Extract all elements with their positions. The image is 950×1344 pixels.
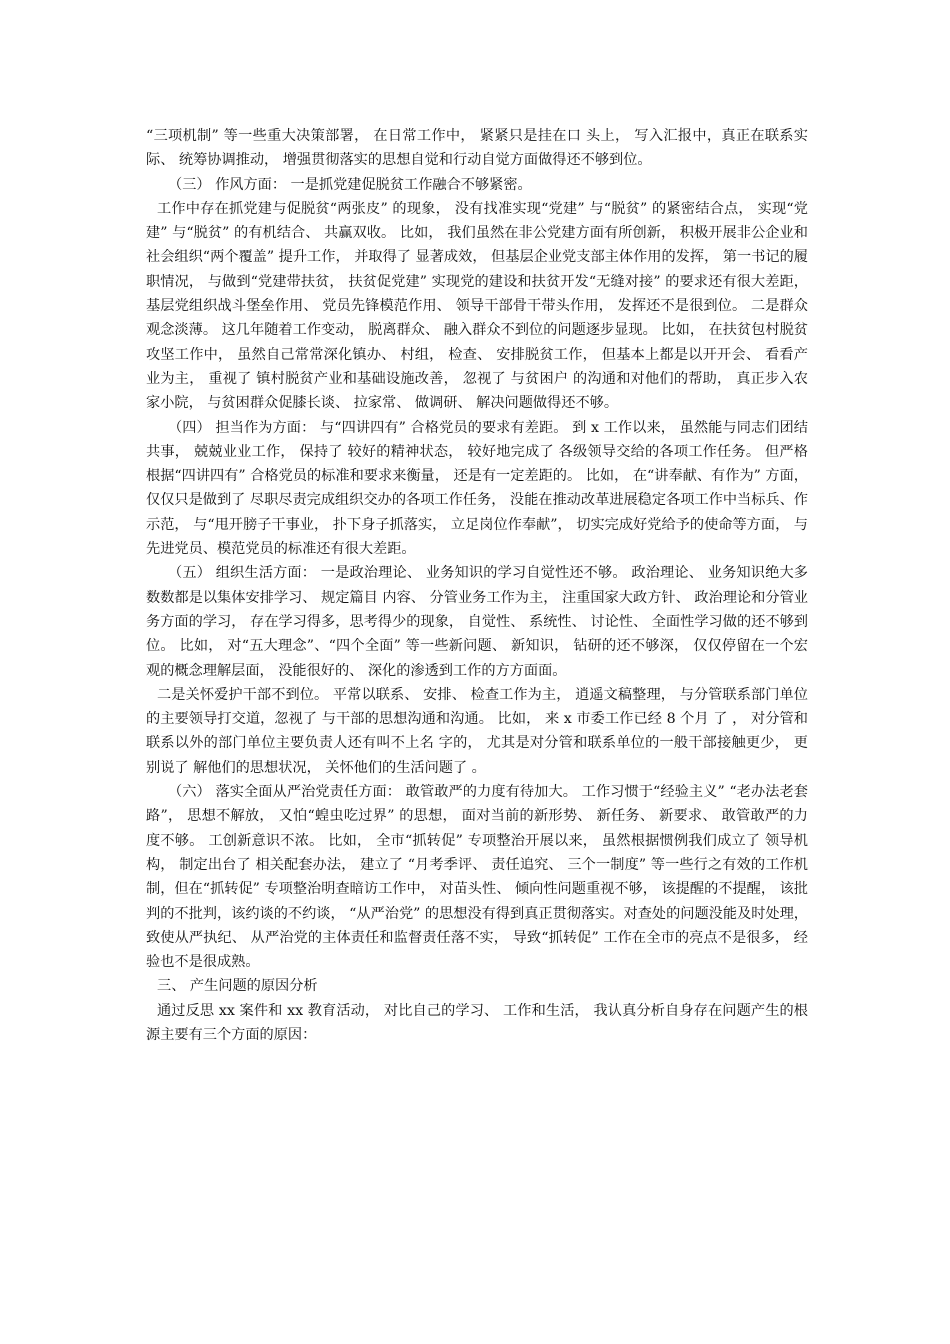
section-heading-style: （三） 作风方面： 一是抓党建促脱贫工作融合不够紧密。 [168, 176, 532, 193]
paragraph-reflection: 通过反思 xx 案件和 xx 教育活动， 对比自己的学习、 工作和生活， 我认真分析自身存在问题产生的根源主要有三个方面的原因： [146, 1002, 808, 1043]
paragraph-three-mechanisms: “三项机制” 等一些重大决策部署， 在日常工作中， 紧紧只是挂在口 头上， 写入汇报中，真正在联系实际、 统筹协调推动， 增强贯彻落实的思想自觉和行动自觉方面做得还不够到位。 [146, 128, 808, 169]
paragraph-strict-governance: （六） 落实全面从严治党责任方面： 敢管敢严的力度有待加大。 工作习惯于“经验主义” “老办法老套路”， 思想不解放， 又怕“蝗虫吃过界” 的思想， 面对当前的新形势、 新任务、 新要求、 敢管敢严的力度不够。 工创新意识不浓。 比如， 全市“抓转促” 专项整治开展以来， 虽然根据惯例我们成立了 领导机构， 制定出台了 相关配套办法， 建立了 “月考季评、 责任追究、 三个一制度” 等一些行之有效的工作机制，但在“抓转促” 专项整治明查暗访工作中， 对苗头性、 倾向性问题重视不够， 该提醒的不提醒， 该批判的不批判，该约谈的不约谈， “从严治党” 的思想没有得到真正贯彻落实。对查处的问题没能及时处理， 致使从严执纪、 从严治党的主体责任和监督责任落不实， 导致“抓转促” 工作在全市的亮点不是很多， 经验也不是很成熟。 [146, 784, 808, 971]
paragraph-party-building-poverty: 工作中存在抓党建与促脱贫“两张皮” 的现象， 没有找准实现“党建” 与“脱贫” 的紧密结合点， 实现“党建” 与“脱贫” 的有机结合、 共赢双收。 比如， 我们虽然在非公党建方面有所创新， 积极开展非公企业和社会组织“两个覆盖” 提升工作， 并取得了 显著成效， 但基层企业党支部主体作用的发挥， 第一书记的履职情况， 与做到“党建带扶贫， 扶贫促党建” 实现党的建设和扶贫开发“无缝对接” 的要求还有很大差距， 基层党组织战斗堡垒作用、 党员先锋模范作用、 领导干部骨干带头作用， 发挥还不是很到位。 二是群众观念淡薄。 这几年随着工作变动， 脱离群众、 融入群众不到位的问题逐步显现。 比如， 在扶贫包村脱贫攻坚工作中， 虽然自己常常深化镇办、 村组， 检查、 安排脱贫工作， 但基本上都是以开开会、 看看产业为主， 重视了 镇村脱贫产业和基础设施改善， 忽视了 与贫困户 的沟通和对他们的帮助， 真正步入农家小院， 与贫困群众促膝长谈、 拉家常、 做调研、 解决问题做得还不够。 [146, 200, 808, 412]
paragraph-organization-life: （五） 组织生活方面： 一是政治理论、 业务知识的学习自觉性还不够。 政治理论、 业务知识绝大多数数都是以集体安排学习、 规定篇目 内容、 分管业务工作为主， 注重国家大政方针、 政治理论和分管业务方面的学习， 存在学习得多，思考得少的现象， 自觉性、 系统性、 讨论性、 全面性学习做的还不够到位。 比如， 对“五大理念”、“四个全面” 等一些新问题、 新知识， 钻研的还不够深， 仅仅停留在一个宏观的概念理解层面， 没能很好的、 深化的渗透到工作的方方面面。 [146, 565, 808, 679]
section-heading-cause-analysis: 三、 产生问题的原因分析 [157, 978, 318, 995]
paragraph-responsibility: （四） 担当作为方面： 与“四讲四有” 合格党员的要求有差距。 到 x 工作以来， 虽然能与同志们团结共事， 兢兢业业工作， 保持了 较好的精神状态， 较好地完成了 各级领导交给的各项工作任务。 但严格根据“四讲四有” 合格党员的标准和要求来衡量， 还是有一定差距的。 比如， 在“讲奉献、有作为” 方面， 仅仅只是做到了 尽职尽责完成组织交办的各项工作任务， 没能在推动改革进展稳定各项工作中当标兵、作示范， 与“甩开膀子干事业， 扑下身子抓落实， 立足岗位作奉献”， 切实完成好党给予的使命等方面， 与先进党员、模范党员的标准还有很大差距。 [146, 419, 808, 558]
document-body [146, 124, 808, 1047]
paragraph-caring-cadres: 二是关怀爱护干部不到位。 平常以联系、 安排、 检查工作为主， 逍遥文稿整理， 与分管联系部门单位的主要领导打交道，忽视了 与干部的思想沟通和沟通。 比如， 来 x 市委工作已经 8 个月 了 ， 对分管和联系以外的部门单位主要负责人还有叫不上名 字的， 尤其是对分管和联系单位的一般干部接触更少， 更别说了 解他们的思想状况， 关怀他们的生活问题了 。 [146, 686, 808, 776]
